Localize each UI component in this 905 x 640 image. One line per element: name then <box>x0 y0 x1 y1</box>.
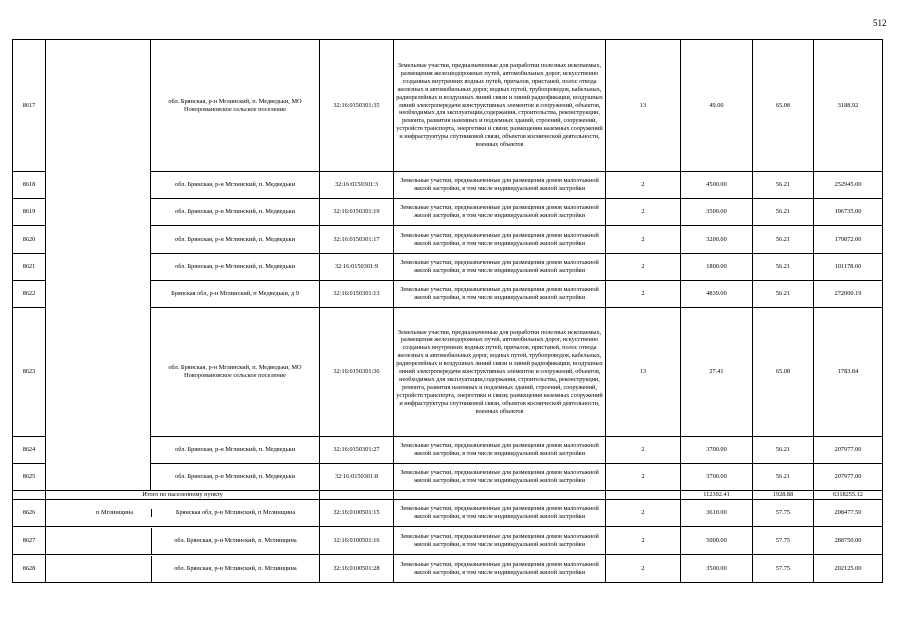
area-value: 3500.00 <box>681 555 753 583</box>
settlement-name: п Мглинщина <box>96 509 134 517</box>
address-cell: обл. Брянская, р-н Мглинский, п. Мглинщина <box>151 556 319 582</box>
table-row <box>13 500 883 527</box>
group-number: 2 <box>606 527 681 555</box>
group-number: 2 <box>606 226 681 254</box>
settlement-cell <box>46 40 151 491</box>
cadastral-number: 32:16:0100501:16 <box>320 527 394 555</box>
cadastral-number: 32:16:0150301:36 <box>320 308 394 437</box>
settlement-group <box>46 500 320 527</box>
area-value: 27.41 <box>681 308 753 437</box>
row-index: 8621 <box>13 254 46 281</box>
address-cell: обл. Брянская, р-н Мглинский, п. Медведьки <box>151 226 320 254</box>
cadastral-number: 32:16:0150301:9 <box>320 254 394 281</box>
settlement-group <box>46 527 320 555</box>
address-cell: Брянская обл, р-н Мглинский, п Медведьки, д 9 <box>151 281 320 308</box>
specific-value: 56.21 <box>753 199 814 226</box>
group-number: 2 <box>606 254 681 281</box>
empty-cell <box>606 491 681 500</box>
area-value: 1800.00 <box>681 254 753 281</box>
cadastral-number: 32:16:0100501:28 <box>320 555 394 583</box>
land-use-type: Земельные участки, предназначенные для размещения домов малоэтажной жилой застройки, в том числе индивидуальной жилой застройки <box>394 500 606 527</box>
land-use-type: Земельные участки, предназначенные для размещения домов малоэтажной жилой застройки, в том числе индивидуальной жилой застройки <box>394 464 606 491</box>
total-cost: 6318255.12 <box>814 491 883 500</box>
row-index: 8624 <box>13 437 46 464</box>
specific-value: 56.21 <box>753 226 814 254</box>
cadastral-number: 32:16:0150301:8 <box>320 464 394 491</box>
cadastral-cost: 101178.00 <box>814 254 883 281</box>
specific-value: 65.08 <box>753 40 814 172</box>
cadastral-cost: 207977.00 <box>814 464 883 491</box>
page-number: 512 <box>873 18 887 28</box>
table-row <box>13 555 883 583</box>
total-specific-value: 1928.88 <box>753 491 814 500</box>
row-index: 8619 <box>13 199 46 226</box>
row-index: 8623 <box>13 308 46 437</box>
specific-value: 56.21 <box>753 254 814 281</box>
land-use-type: Земельные участки, предназначенные для размещения домов малоэтажной жилой застройки, в том числе индивидуальной жилой застройки <box>394 527 606 555</box>
row-index: 8620 <box>13 226 46 254</box>
area-value: 5000.00 <box>681 527 753 555</box>
group-number: 2 <box>606 500 681 527</box>
area-value: 4839.00 <box>681 281 753 308</box>
area-value: 3700.00 <box>681 437 753 464</box>
empty-cell <box>13 491 46 500</box>
cadastral-number: 32:16:0150301:3 <box>320 172 394 199</box>
area-value: 49.00 <box>681 40 753 172</box>
cadastral-number: 32:16:0150301:27 <box>320 437 394 464</box>
cadastral-cost: 208477.50 <box>814 500 883 527</box>
specific-value: 56.21 <box>753 281 814 308</box>
specific-value: 56.21 <box>753 464 814 491</box>
cadastral-cost: 272000.19 <box>814 281 883 308</box>
cadastral-cost: 252945.00 <box>814 172 883 199</box>
group-number: 2 <box>606 172 681 199</box>
cadastral-number: 32:16:0150301:13 <box>320 281 394 308</box>
land-use-type: Земельные участки, предназначенные для размещения домов малоэтажной жилой застройки, в том числе индивидуальной жилой застройки <box>394 226 606 254</box>
area-value: 3610.00 <box>681 500 753 527</box>
cadastral-cost: 1783.84 <box>814 308 883 437</box>
row-index: 8617 <box>13 40 46 172</box>
address-cell: обл. Брянская, р-н Мглинский, п. Медведьки <box>151 464 320 491</box>
land-use-type: Земельные участки, предназначенные для разработки полезных ископаемых, размещения железнодорожных путей, автомобильных дорог, искусственно созданных внутренних водных путей, причалов, пристаней, полос отвода железных и автомобильных дорог, водных путей, трубопроводов, кабельных, радиорелейных и воздушных линий связи и линий радиофикации, воздушных линий электропередачи конструктивных элементов и сооружений, объектов, необходимых для эксплуатации,содержания, строительства, реконструкции, ремонта, развития наземных и подземных зданий, строений, сооружений, устройств транспорта, энергетики и связи; размещения наземных сооружений и инфраструктуры спутниковой связи, объектов космической деятельности, военных объектов <box>394 40 606 172</box>
cadastral-cost: 179872.00 <box>814 226 883 254</box>
total-area: 112392.41 <box>681 491 753 500</box>
settlement-spacer <box>46 528 151 554</box>
specific-value: 65.08 <box>753 308 814 437</box>
area-value: 3500.00 <box>681 199 753 226</box>
cadastral-number: 32:16:0150301:19 <box>320 199 394 226</box>
cadastral-cost: 202125.00 <box>814 555 883 583</box>
empty-cell <box>320 491 394 500</box>
cadastral-cost: 207977.00 <box>814 437 883 464</box>
land-use-type: Земельные участки, предназначенные для размещения домов малоэтажной жилой застройки, в том числе индивидуальной жилой застройки <box>394 254 606 281</box>
table-row <box>13 40 883 172</box>
address-cell: обл. Брянская, р-н Мглинский, п. Медведьки, МО Новоромановское сельское поселение <box>151 308 320 437</box>
cadastral-number: 32:16:0150301:17 <box>320 226 394 254</box>
group-number: 2 <box>606 464 681 491</box>
row-index: 8628 <box>13 555 46 583</box>
cadastral-number: 32:16:0100501:15 <box>320 500 394 527</box>
address-cell: обл. Брянская, р-н Мглинский, п. Медведьки <box>151 172 320 199</box>
row-index: 8626 <box>13 500 46 527</box>
address-cell: обл. Брянская, р-н Мглинский, п. Медведьки <box>151 254 320 281</box>
specific-value: 57.75 <box>753 527 814 555</box>
specific-value: 56.21 <box>753 437 814 464</box>
group-number: 2 <box>606 281 681 308</box>
specific-value: 57.75 <box>753 555 814 583</box>
cadastral-cost: 196735.00 <box>814 199 883 226</box>
address-cell: обл. Брянская, р-н Мглинский, п. Медведьки <box>151 199 320 226</box>
area-value: 3700.00 <box>681 464 753 491</box>
land-valuation-table <box>12 39 883 583</box>
row-index: 8622 <box>13 281 46 308</box>
settlement-spacer <box>46 556 151 582</box>
land-use-type: Земельные участки, предназначенные для размещения домов малоэтажной жилой застройки, в том числе индивидуальной жилой застройки <box>394 437 606 464</box>
land-use-type: Земельные участки, предназначенные для размещения домов малоэтажной жилой застройки, в том числе индивидуальной жилой застройки <box>394 555 606 583</box>
address-cell: обл. Брянская, р-н Мглинский, п. Медведьки, МО Новоромановское сельское поселение <box>151 40 320 172</box>
address-cell: обл. Брянская, р-н Мглинский, п. Мглинщина <box>151 528 319 554</box>
table-row <box>13 527 883 555</box>
cadastral-cost: 288750.00 <box>814 527 883 555</box>
row-index: 8625 <box>13 464 46 491</box>
land-use-type: Земельные участки, предназначенные для разработки полезных ископаемых, размещения железнодорожных путей, автомобильных дорог, искусственно созданных внутренних водных путей, причалов, пристаней, полос отвода железных и автомобильных дорог, водных путей, трубопроводов, кабельных, радиорелейных и воздушных линий связи и линий радиофикации, воздушных линий электропередачи конструктивных элементов и сооружений, объектов, необходимых для эксплуатации,содержания, строительства, реконструкции, ремонта, развития наземных и подземных зданий, строений, сооружений, устройств транспорта, энергетики и связи; размещения наземных сооружений и инфраструктуры спутниковой связи, объектов космической деятельности, военных объектов <box>394 308 606 437</box>
specific-value: 57.75 <box>753 500 814 527</box>
total-row <box>13 491 883 500</box>
land-use-type: Земельные участки, предназначенные для размещения домов малоэтажной жилой застройки, в том числе индивидуальной жилой застройки <box>394 281 606 308</box>
total-label: Итого по населенному пункту <box>46 491 320 500</box>
area-value: 4500.00 <box>681 172 753 199</box>
settlement-group <box>46 555 320 583</box>
group-number: 2 <box>606 555 681 583</box>
cadastral-number: 32:16:0150301:35 <box>320 40 394 172</box>
area-value: 3200.00 <box>681 226 753 254</box>
group-number: 2 <box>606 437 681 464</box>
empty-cell <box>394 491 606 500</box>
row-index: 8618 <box>13 172 46 199</box>
group-number: 2 <box>606 199 681 226</box>
row-index: 8627 <box>13 527 46 555</box>
address-cell: обл. Брянская, р-н Мглинский, п. Медведьки <box>151 437 320 464</box>
group-number: 13 <box>606 308 681 437</box>
address-cell: Брянская обл, р-н Мглинский, п Мглинщина <box>151 509 319 517</box>
land-use-type: Земельные участки, предназначенные для размещения домов малоэтажной жилой застройки, в том числе индивидуальной жилой застройки <box>394 199 606 226</box>
specific-value: 56.21 <box>753 172 814 199</box>
group-number: 13 <box>606 40 681 172</box>
cadastral-cost: 3188.92 <box>814 40 883 172</box>
land-use-type: Земельные участки, предназначенные для размещения домов малоэтажной жилой застройки, в том числе индивидуальной жилой застройки <box>394 172 606 199</box>
